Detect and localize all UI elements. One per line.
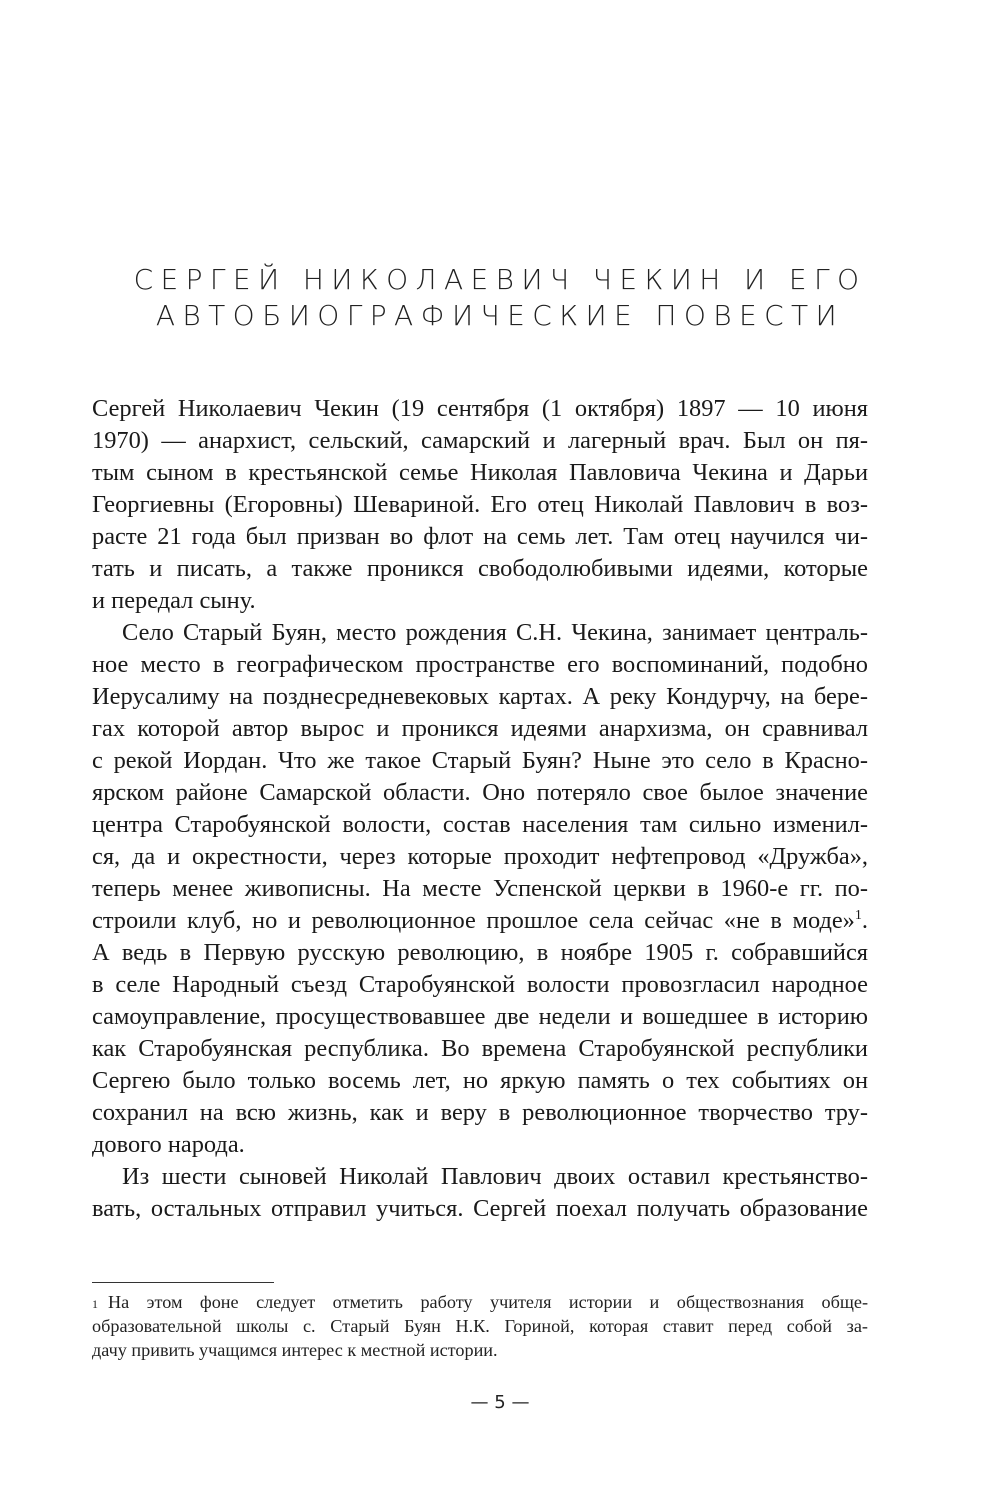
body-text [92, 393, 868, 1225]
body-line: гах которой автор вырос и проникся идеями анархизма, он сравнивал [92, 715, 868, 742]
footnote-line-text: На этом фоне следует отметить работу учителя истории и обществознания обще- [108, 1292, 868, 1312]
body-line: Село Старый Буян, место рождения С.Н. Чекина, занимает централь- [122, 619, 868, 646]
body-line: Сергей Николаевич Чекин (19 сентября (1 октября) 1897 — 10 июня [92, 395, 868, 422]
body-line: расте 21 года был призван во флот на семь лет. Там отец научился чи- [92, 523, 868, 550]
body-line: Иерусалиму на позднесредневековых картах. А реку Кондурчу, на бере- [92, 683, 868, 710]
body-line: как Старобуянская республика. Во времена Старобуянской республики [92, 1035, 868, 1062]
body-line: Сергею было только восемь лет, но яркую память о тех событиях он [92, 1067, 868, 1094]
chapter-title-line-2: АВТОБИОГРАФИЧЕСКИЕ ПОВЕСТИ [155, 299, 845, 332]
body-line-with-footnote [92, 905, 868, 937]
body-line: 1970) — анархист, сельский, самарский и лагерный врач. Был он пя- [92, 427, 868, 454]
body-line: тать и писать, а также проникся свободолюбивыми идеями, которые [92, 555, 868, 582]
body-line: самоуправление, просуществовавшее две недели и вошедшее в историю [92, 1003, 868, 1030]
body-line: и передал сыну. [92, 587, 256, 614]
body-line: Георгиевны (Егоровны) Шевариной. Его отец Николай Павлович в воз- [92, 491, 868, 518]
body-line: А ведь в Первую русскую революцию, в ноябре 1905 г. собравшийся [92, 939, 868, 966]
body-line: ся, да и окрестности, через которые проходит нефтепровод «Дружба», [92, 843, 868, 870]
body-line: в селе Народный съезд Старобуянской волости провозгласил народное [92, 971, 868, 998]
body-line: ное место в географическом пространстве его воспоминаний, подобно [92, 651, 868, 678]
body-line: центра Старобуянской волости, состав населения там сильно изменил- [92, 811, 868, 838]
footnote-reference[interactable]: 1 [854, 908, 862, 923]
body-line: с рекой Иордан. Что же такое Старый Буян? Ныне это село в Красно- [92, 747, 868, 774]
body-line: ярском районе Самарской области. Оно потеряло свое былое значение [92, 779, 868, 806]
chapter-title-line-1: СЕРГЕЙ НИКОЛАЕВИЧ ЧЕКИН И ЕГО [133, 263, 867, 296]
footnote-mark: 1 [92, 1297, 98, 1311]
footnote-line [92, 1290, 868, 1314]
body-line: сохранил на всю жизнь, как и веру в революционное творчество тру- [92, 1099, 868, 1126]
page-number: — 5 — [470, 1392, 530, 1413]
body-line: дового народа. [92, 1131, 245, 1158]
footnote [92, 1290, 868, 1362]
body-line-text: строили клуб, но и революционное прошлое села сейчас «не в моде» [92, 907, 855, 934]
chapter-title [92, 262, 908, 334]
body-line: тым сыном в крестьянской семье Николая Павловича Чекина и Дарьи [92, 459, 868, 486]
footnote-reference-period: . [861, 907, 868, 934]
footnote-separator [92, 1282, 274, 1283]
body-line: теперь менее живописны. На месте Успенской церкви в 1960-е гг. по- [92, 875, 868, 902]
body-line: вать, остальных отправил учиться. Сергей поехал получать образование [92, 1195, 868, 1222]
footnote-line: дачу привить учащимся интерес к местной истории. [92, 1340, 498, 1360]
footnote-line: образовательной школы с. Старый Буян Н.К. Гориной, которая ставит перед собой за- [92, 1316, 868, 1336]
body-line: Из шести сыновей Николай Павлович двоих оставил крестьянство- [122, 1163, 868, 1190]
